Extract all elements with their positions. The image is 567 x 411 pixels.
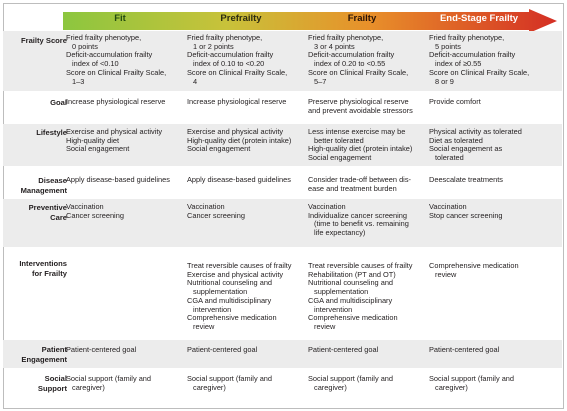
disease-mgmt-endstage: Deescalate treatments [429, 175, 503, 184]
row-label-preventive-care: Preventive Care [28, 203, 67, 222]
goal-prefrailty: Increase physiological reserve [187, 97, 287, 106]
stage-frailty: Frailty [347, 13, 377, 24]
frailty-score-frailty: Fried frailty phenotype, 3 or 4 points Deficit-accumulation frailty index of 0.20 to <0.55 Score on Clinical Frailty Scale, 5–7 [308, 33, 409, 86]
row-label-frailty-score: Frailty Score [20, 36, 67, 45]
preventive-fit: Vaccination Cancer screening [66, 202, 124, 220]
engagement-endstage: Patient-centered goal [429, 345, 500, 354]
lifestyle-endstage: Physical activity as tolerated Diet as tolerated Social engagement as tolerated [429, 127, 522, 163]
engagement-frailty: Patient-centered goal [308, 345, 379, 354]
social-prefrailty: Social support (family and caregiver) [187, 374, 273, 392]
interventions-prefrailty: Treat reversible causes of frailty Exercise and physical activity Nutritional counseling and supplementation CGA and multidisciplinary intervention Comprehensive medication review [187, 261, 292, 331]
preventive-frailty: Vaccination Individualize cancer screening (time to benefit vs. remaining life expectancy) [308, 202, 409, 238]
preventive-endstage: Vaccination Stop cancer screening [429, 202, 503, 220]
preventive-prefrailty: Vaccination Cancer screening [187, 202, 245, 220]
row-label-lifestyle: Lifestyle [36, 128, 67, 137]
frailty-score-fit: Fried frailty phenotype, 0 points Deficit-accumulation frailty index of <0.10 Score on Clinical Frailty Scale, 1–3 [66, 33, 167, 86]
lifestyle-fit: Exercise and physical activity High-quality diet Social engagement [66, 127, 163, 154]
row-label-social-support: Social Support [37, 374, 67, 393]
engagement-prefrailty: Patient-centered goal [187, 345, 258, 354]
disease-mgmt-prefrailty: Apply disease-based guidelines [187, 175, 291, 184]
row-label-goal: Goal [50, 98, 67, 107]
row-label-disease-management: Disease Management [20, 176, 67, 195]
frailty-score-endstage: Fried frailty phenotype, 5 points Deficit-accumulation frailty index of ≥0.55 Score on Clinical Frailty Scale, 8 or 9 [429, 33, 530, 86]
row-label-patient-engagement: Patient Engagement [21, 345, 67, 364]
goal-endstage: Provide comfort [429, 97, 481, 106]
interventions-endstage: Comprehensive medication review [429, 261, 519, 279]
frailty-score-prefrailty: Fried frailty phenotype, 1 or 2 points Deficit-accumulation frailty index of 0.10 to <0.20 Score on Clinical Frailty Scale, 4 [187, 33, 288, 86]
stage-endstage: End-Stage Frailty [439, 13, 519, 24]
disease-mgmt-frailty: Consider trade-off between dis- ease and treatment burden [308, 175, 411, 193]
social-endstage: Social support (family and caregiver) [429, 374, 515, 392]
disease-mgmt-fit: Apply disease-based guidelines [66, 175, 170, 184]
social-fit: Social support (family and caregiver) [66, 374, 152, 392]
lifestyle-frailty: Less intense exercise may be better tolerated High-quality diet (protein intake) Social engagement [308, 127, 413, 163]
goal-fit: Increase physiological reserve [66, 97, 166, 106]
goal-frailty: Preserve physiological reserve and prevent avoidable stressors [308, 97, 413, 115]
row-label-interventions: Interventions for Frailty [19, 259, 67, 278]
stage-prefrailty: Prefrailty [220, 13, 262, 24]
interventions-frailty: Treat reversible causes of frailty Rehabilitation (PT and OT) Nutritional counseling and supplementation CGA and multidisciplinary intervention Comprehensive medication review [308, 261, 413, 331]
social-frailty: Social support (family and caregiver) [308, 374, 394, 392]
stage-fit: Fit [114, 13, 126, 24]
lifestyle-prefrailty: Exercise and physical activity High-quality diet (protein intake) Social engagement [187, 127, 292, 154]
engagement-fit: Patient-centered goal [66, 345, 137, 354]
